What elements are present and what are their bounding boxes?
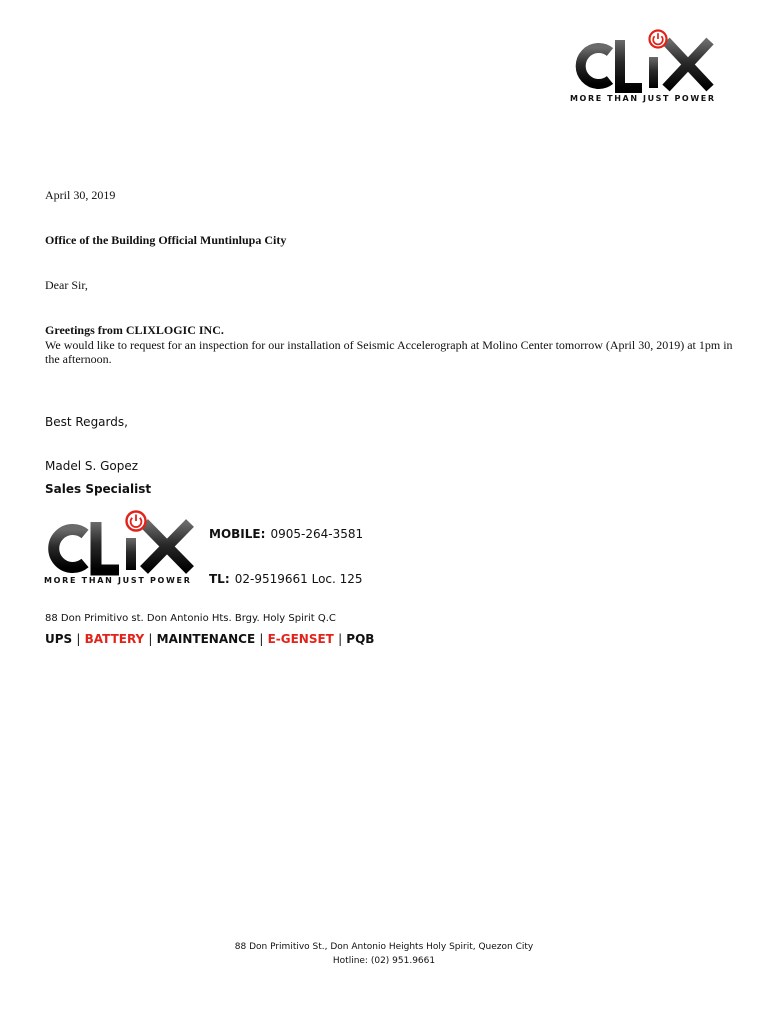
telephone-line xyxy=(209,568,363,587)
clix-logo-mark xyxy=(570,28,720,94)
signer-title: Sales Specialist xyxy=(45,482,152,496)
letter-greeting: Greetings from CLIXLOGIC INC. xyxy=(45,323,224,337)
services-line xyxy=(45,632,374,646)
logo-tagline: MORE THAN JUST POWER xyxy=(570,94,716,103)
footer-hotline: Hotline: (02) 951.9661 xyxy=(332,956,436,966)
letter-body: We would like to request for an inspection for our installation of Seismic Accelerograph at Molino Center tomorrow (April 30, 2019) at 1pm in the afternoon. xyxy=(45,338,733,366)
service-separator: | xyxy=(338,632,343,646)
mobile-label: MOBILE: xyxy=(209,527,266,541)
letter-salutation: Dear Sir, xyxy=(45,278,88,292)
mobile-line xyxy=(209,523,363,542)
service-maintenance: MAINTENANCE xyxy=(156,632,256,646)
clix-logo-mark xyxy=(44,507,199,577)
company-logo xyxy=(570,28,720,108)
telephone-label: TL: xyxy=(209,572,230,586)
signature-logo xyxy=(44,507,199,591)
service-separator: | xyxy=(259,632,264,646)
letter-date: April 30, 2019 xyxy=(45,188,116,202)
logo-tagline: MORE THAN JUST POWER xyxy=(44,576,192,585)
letter-recipient: Office of the Building Official Muntinlupa City xyxy=(45,233,287,247)
letter-closing: Best Regards, xyxy=(45,415,128,429)
mobile-number: 0905-264-3581 xyxy=(270,527,364,541)
footer-address: 88 Don Primitivo St., Don Antonio Heights Holy Spirit, Quezon City xyxy=(234,942,534,952)
service-separator: | xyxy=(148,632,153,646)
telephone-number: 02-9519661 Loc. 125 xyxy=(234,572,363,586)
service-battery: BATTERY xyxy=(84,632,145,646)
service-separator: | xyxy=(76,632,81,646)
signer-name: Madel S. Gopez xyxy=(45,459,139,473)
signature-address: 88 Don Primitivo st. Don Antonio Hts. Brgy. Holy Spirit Q.C xyxy=(45,613,336,624)
service-ups: UPS xyxy=(45,632,73,646)
service-pqb: PQB xyxy=(346,632,375,646)
service-egenset: E-GENSET xyxy=(267,632,334,646)
